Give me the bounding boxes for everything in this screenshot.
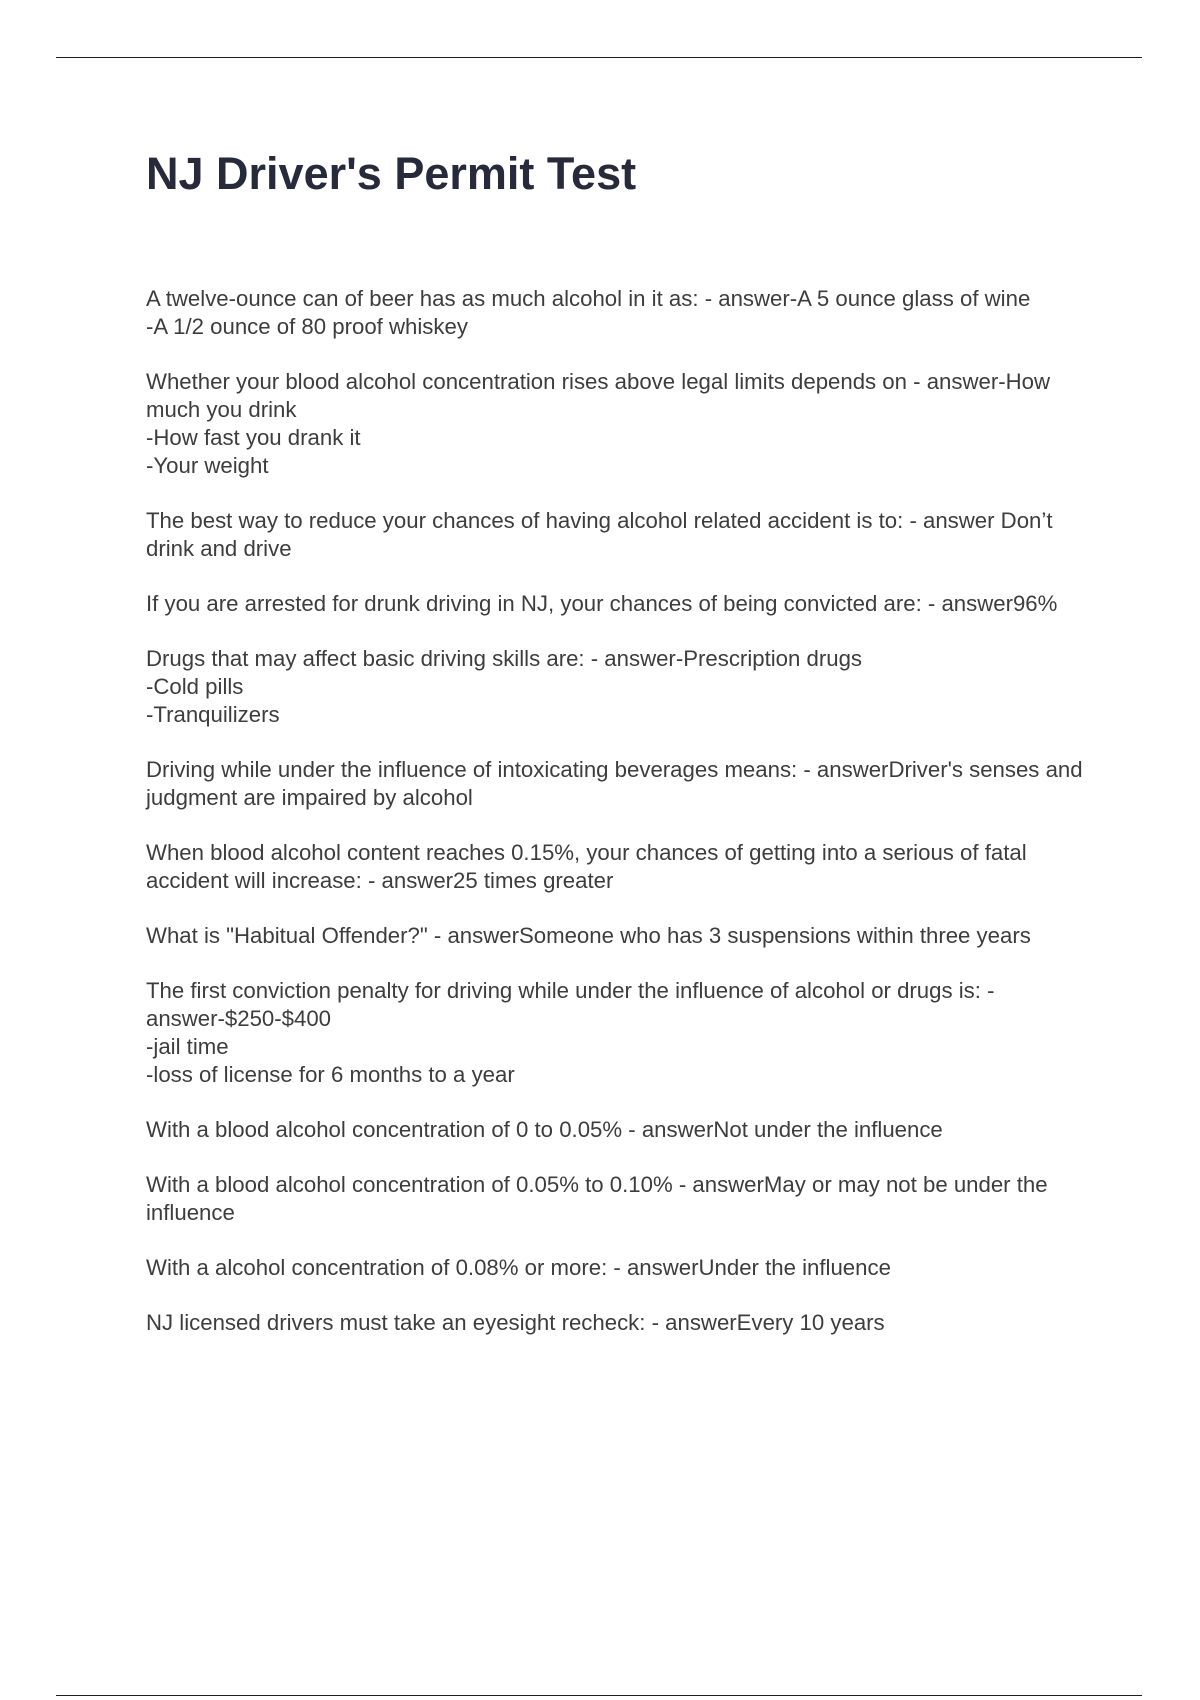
qa-item — [146, 1171, 1101, 1227]
qa-line: Drugs that may affect basic driving skills are: - answer-Prescription drugs — [146, 646, 863, 671]
top-rule — [56, 57, 1142, 58]
qa-line: -How fast you drank it — [146, 425, 361, 450]
qa-item — [146, 1309, 1101, 1337]
qa-line: -jail time — [146, 1034, 229, 1059]
qa-line: The first conviction penalty for driving while under the influence of alcohol or drugs is: - answer-$250-$400 — [146, 978, 1001, 1031]
qa-line: Whether your blood alcohol concentration rises above legal limits depends on - answer-How much you drink — [146, 369, 1057, 422]
qa-line: -loss of license for 6 months to a year — [146, 1062, 515, 1087]
qa-line: With a blood alcohol concentration of 0 to 0.05% - answerNot under the influence — [146, 1117, 943, 1142]
qa-line: -Tranquilizers — [146, 702, 280, 727]
qa-line: NJ licensed drivers must take an eyesight recheck: - answerEvery 10 years — [146, 1310, 885, 1335]
page-title: NJ Driver's Permit Test — [146, 148, 637, 199]
qa-line: With a alcohol concentration of 0.08% or more: - answerUnder the influence — [146, 1255, 891, 1280]
qa-item — [146, 645, 1101, 729]
qa-item — [146, 590, 1101, 618]
qa-item — [146, 977, 1101, 1089]
qa-item — [146, 1254, 1101, 1282]
qa-item — [146, 839, 1101, 895]
qa-line: -Your weight — [146, 453, 269, 478]
qa-line: If you are arrested for drunk driving in NJ, your chances of being convicted are: - answer96% — [146, 591, 1058, 616]
qa-line: When blood alcohol content reaches 0.15%, your chances of getting into a serious of fatal accident will increase: - answer25 times greater — [146, 840, 1033, 893]
qa-item — [146, 507, 1101, 563]
qa-line: With a blood alcohol concentration of 0.05% to 0.10% - answerMay or may not be under the influence — [146, 1172, 1054, 1225]
bottom-rule — [56, 1695, 1142, 1696]
qa-line: The best way to reduce your chances of having alcohol related accident is to: - answer Don’t drink and drive — [146, 508, 1059, 561]
qa-line: What is "Habitual Offender?" - answerSomeone who has 3 suspensions within three years — [146, 923, 1031, 948]
qa-item — [146, 1116, 1101, 1144]
qa-item — [146, 285, 1101, 341]
qa-item — [146, 922, 1101, 950]
qa-line: A twelve-ounce can of beer has as much alcohol in it as: - answer-A 5 ounce glass of wine — [146, 286, 1031, 311]
qa-line: -A 1/2 ounce of 80 proof whiskey — [146, 314, 468, 339]
qa-item — [146, 756, 1101, 812]
qa-line: Driving while under the influence of intoxicating beverages means: - answerDriver's senses and judgment are impaired by alcohol — [146, 757, 1089, 810]
qa-item — [146, 368, 1101, 480]
qa-line: -Cold pills — [146, 674, 244, 699]
qa-list — [146, 285, 1101, 1364]
